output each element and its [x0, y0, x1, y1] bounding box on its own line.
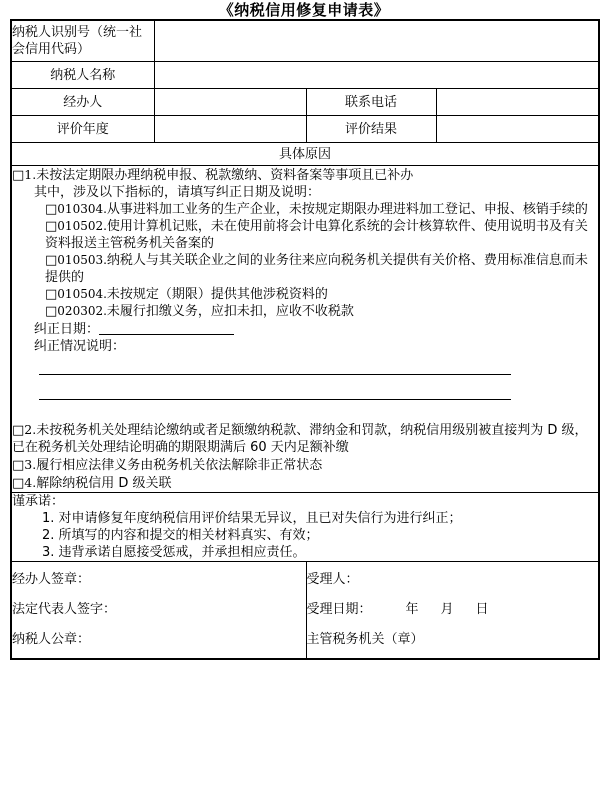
acceptor-label[interactable]: 受理人：	[306, 572, 359, 587]
signature-cell-applicant	[11, 562, 306, 660]
reason-item-3[interactable]	[12, 456, 598, 474]
code-010503: 010503.	[57, 253, 107, 267]
correction-desc-row	[12, 338, 598, 355]
correction-desc-spacer-bottom	[12, 400, 598, 421]
tax-credit-repair-form-table	[10, 19, 600, 660]
label-taxpayer-id: 纳税人识别号（统一社会信用代码）	[11, 20, 154, 62]
checkbox-icon-010502[interactable]: □	[45, 219, 58, 234]
reason-sub-item-010503[interactable]	[12, 252, 598, 286]
reason-item-1-subheading-text: 其中，涉及以下指标的，请填写纠正日期及说明：	[34, 185, 321, 200]
reason-item-2-number: 2.	[24, 422, 37, 437]
checkbox-icon-item-4[interactable]: □	[12, 476, 25, 491]
table-row-taxpayer-id	[11, 20, 599, 62]
reason-item-1-number: 1.	[24, 167, 37, 182]
reason-sub-item-010502[interactable]	[12, 218, 598, 252]
field-taxpayer-id[interactable]	[154, 20, 599, 62]
correction-desc-spacer-top	[12, 355, 598, 374]
table-row-reasons-body	[11, 166, 599, 493]
label-handler: 经办人	[11, 89, 154, 116]
acceptance-date-label: 受理日期：	[306, 602, 372, 617]
reason-item-3-text: 履行相应法律义务由税务机关依法解除非正常状态	[36, 458, 323, 473]
reason-item-1-text: 未按法定期限办理纳税申报、税款缴纳、资料备案等事项且已补办	[36, 168, 414, 183]
section-heading-specific-reasons: 具体原因	[11, 143, 599, 166]
reason-sub-item-020302-text: 未履行扣缴义务，应扣未扣，应收不收税款	[106, 304, 354, 319]
promise-cell	[11, 493, 599, 562]
code-010502: 010502.	[57, 219, 107, 233]
reason-item-1[interactable]	[12, 166, 598, 184]
label-evaluation-year: 评价年度	[11, 116, 154, 143]
correction-desc-spacer-mid	[12, 375, 598, 399]
page-title: 《纳税信用修复申请表》	[218, 1, 390, 19]
checkbox-icon-item-3[interactable]: □	[12, 458, 25, 473]
reason-item-2[interactable]	[12, 421, 598, 456]
signature-handler-seal-label[interactable]: 经办人签章：	[12, 572, 91, 587]
reason-sub-item-010504[interactable]	[12, 286, 598, 303]
reason-item-2-text: 未按税务机关处理结论缴纳或者足额缴纳税款、滞纳金和罚款，纳税信用级别被直接判为 D 级，已在税务机关处理结论明确的期限期满后 60 天内足额补缴	[12, 423, 588, 455]
reason-sub-item-010503-text: 纳税人与其关联企业之间的业务往来应向税务机关提供有关价格、费用标准信息而未提供的	[45, 253, 588, 285]
promise-heading: 谨承诺：	[12, 494, 65, 509]
correction-date-input[interactable]	[99, 320, 234, 335]
label-taxpayer-name: 纳税人名称	[11, 62, 154, 89]
signature-cell-authority	[306, 562, 599, 660]
reason-sub-item-010304-text: 从事进料加工业务的生产企业，未按规定期限办理进料加工登记、申报、核销手续的	[106, 202, 588, 217]
checkbox-icon-010304[interactable]: □	[45, 202, 58, 217]
code-020302: 020302.	[57, 304, 107, 318]
reasons-cell	[11, 166, 599, 493]
reason-item-3-number: 3.	[24, 457, 37, 472]
promise-item-2: 2. 所填写的内容和提交的相关材料真实、有效；	[42, 528, 319, 543]
table-row-taxpayer-name	[11, 62, 599, 89]
promise-item-1: 1. 对申请修复年度纳税信用评价结果无异议，且已对失信行为进行纠正；	[42, 511, 462, 526]
reason-sub-item-010504-text: 未按规定（期限）提供其他涉税资料的	[106, 287, 328, 302]
checkbox-icon-010504[interactable]: □	[45, 287, 58, 302]
field-contact-phone[interactable]	[436, 89, 599, 116]
checkbox-icon-item-2[interactable]: □	[12, 423, 25, 438]
date-unit-year: 年	[405, 602, 419, 617]
code-010504: 010504.	[57, 287, 107, 301]
label-contact-phone: 联系电话	[306, 89, 436, 116]
competent-tax-authority-label[interactable]: 主管税务机关（章）	[306, 632, 424, 647]
acceptance-date-row[interactable]	[307, 595, 599, 625]
checkbox-icon-item-1[interactable]: □	[12, 168, 25, 183]
field-evaluation-year[interactable]	[154, 116, 306, 143]
checkbox-icon-010503[interactable]: □	[45, 253, 58, 268]
table-row-evaluation	[11, 116, 599, 143]
label-evaluation-result: 评价结果	[306, 116, 436, 143]
correction-date-row	[12, 320, 598, 338]
correction-date-label: 纠正日期：	[34, 322, 100, 337]
table-row-signatures	[11, 562, 599, 660]
reason-sub-item-010304[interactable]	[12, 201, 598, 218]
date-unit-month: 月	[440, 602, 454, 617]
table-row-handler	[11, 89, 599, 116]
reason-sub-item-010502-text: 使用计算机记账，未在使用前将会计电算化系统的会计核算软件、使用说明书及有关资料报送主管税务机关备案的	[45, 219, 588, 251]
table-row-promise	[11, 493, 599, 562]
correction-desc-label: 纠正情况说明：	[34, 339, 126, 354]
reason-item-1-subheading	[12, 184, 598, 201]
signature-taxpayer-seal-label[interactable]: 纳税人公章：	[12, 632, 91, 647]
code-010304: 010304.	[57, 202, 107, 216]
date-unit-day: 日	[475, 602, 489, 617]
field-handler[interactable]	[154, 89, 306, 116]
signature-legal-rep-label[interactable]: 法定代表人签字：	[12, 602, 117, 617]
reason-item-4-number: 4.	[24, 475, 37, 490]
field-evaluation-result[interactable]	[436, 116, 599, 143]
checkbox-icon-020302[interactable]: □	[45, 304, 58, 319]
table-row-reasons-heading	[11, 143, 599, 166]
reason-sub-item-020302[interactable]	[12, 303, 598, 320]
field-taxpayer-name[interactable]	[154, 62, 599, 89]
promise-item-3: 3. 违背承诺自愿接受惩戒，并承担相应责任。	[42, 545, 306, 560]
reason-item-4-text: 解除纳税信用 D 级关联	[36, 476, 172, 491]
reason-item-4[interactable]	[12, 474, 598, 492]
